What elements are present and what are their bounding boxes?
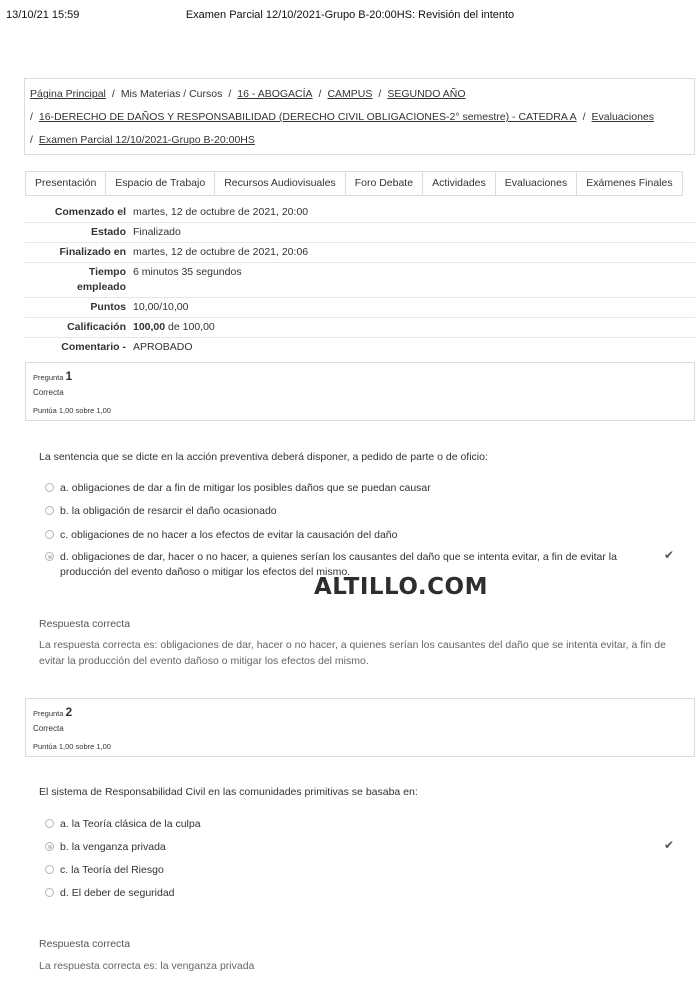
watermark: ALTILLO.COM bbox=[314, 574, 488, 600]
tab-evaluaciones[interactable]: Evaluaciones bbox=[496, 172, 577, 195]
answer-option[interactable] bbox=[45, 528, 665, 543]
answer-letter: d. bbox=[60, 551, 69, 563]
grade-value: 100,00 bbox=[133, 321, 166, 333]
question-number bbox=[33, 705, 72, 719]
answer-letter: a. bbox=[60, 818, 69, 830]
summary-label: Puntos bbox=[90, 301, 126, 313]
question-label: Pregunta bbox=[33, 709, 64, 718]
breadcrumb-evaluaciones-link[interactable]: Evaluaciones bbox=[591, 111, 655, 123]
tab-foro-debate[interactable]: Foro Debate bbox=[346, 172, 423, 195]
summary-value: 10,00/10,00 bbox=[133, 301, 189, 313]
answer-text: la Teoría clásica de la culpa bbox=[71, 818, 201, 830]
summary-value: martes, 12 de octubre de 2021, 20:00 bbox=[133, 206, 309, 218]
summary-row-finished bbox=[25, 243, 695, 263]
answer-letter: b. bbox=[60, 505, 69, 517]
check-icon: ✔ bbox=[664, 838, 675, 852]
answer-option[interactable] bbox=[45, 863, 665, 878]
print-timestamp: 13/10/21 15:59 bbox=[6, 9, 80, 21]
summary-row-comment bbox=[25, 338, 695, 357]
question-number-value: 2 bbox=[65, 705, 73, 719]
question-state: Correcta bbox=[33, 388, 64, 397]
answer-letter: c. bbox=[60, 529, 69, 541]
question-label: Pregunta bbox=[33, 373, 64, 382]
answer-option-selected[interactable] bbox=[45, 840, 665, 855]
answer-text: El deber de seguridad bbox=[71, 887, 175, 899]
answer-text: obligaciones de dar a fin de mitigar los posibles daños que se puedan causar bbox=[71, 482, 431, 494]
feedback-title: Respuesta correcta bbox=[39, 938, 131, 950]
summary-value: martes, 12 de octubre de 2021, 20:06 bbox=[133, 246, 309, 258]
question-grade: Puntúa 1,00 sobre 1,00 bbox=[33, 406, 111, 415]
attempt-summary-table bbox=[25, 203, 695, 357]
radio-icon[interactable] bbox=[45, 819, 54, 828]
feedback-text: La respuesta correcta es: la venganza privada bbox=[39, 960, 255, 972]
tab-espacio-de-trabajo[interactable]: Espacio de Trabajo bbox=[106, 172, 215, 195]
check-icon: ✔ bbox=[664, 548, 675, 562]
summary-value: Finalizado bbox=[133, 226, 181, 238]
answer-letter: b. bbox=[60, 841, 69, 853]
summary-label: Calificación bbox=[67, 321, 126, 333]
print-header bbox=[0, 0, 700, 30]
answer-letter: c. bbox=[60, 864, 69, 876]
radio-icon[interactable] bbox=[45, 506, 54, 515]
summary-row-state bbox=[25, 223, 695, 243]
breadcrumb-home-link[interactable]: Página Principal bbox=[30, 88, 106, 100]
summary-row-started bbox=[25, 203, 695, 223]
question-text: La sentencia que se dicte en la acción preventiva deberá disponer, a pedido de parte o de oficio: bbox=[39, 451, 488, 463]
summary-row-time bbox=[25, 263, 695, 298]
radio-icon[interactable] bbox=[45, 483, 54, 492]
breadcrumb-separator: / bbox=[30, 134, 33, 146]
answer-text: la obligación de resarcir el daño ocasionado bbox=[71, 505, 277, 517]
radio-checked-icon[interactable] bbox=[45, 842, 54, 851]
grade-max: de 100,00 bbox=[168, 321, 215, 333]
tab-presentacion[interactable]: Presentación bbox=[26, 172, 106, 195]
summary-label-line: empleado bbox=[76, 281, 126, 293]
breadcrumb-separator: / bbox=[582, 111, 586, 123]
breadcrumb-separator: / bbox=[318, 88, 322, 100]
answer-letter: a. bbox=[60, 482, 69, 494]
breadcrumb-exam-link[interactable]: Examen Parcial 12/10/2021-Grupo B-20:00HS bbox=[38, 134, 255, 146]
print-title: Examen Parcial 12/10/2021-Grupo B-20:00HS: Revisión del intento bbox=[185, 9, 515, 21]
question-number-value: 1 bbox=[65, 369, 73, 383]
answer-option[interactable] bbox=[45, 817, 665, 832]
radio-icon[interactable] bbox=[45, 865, 54, 874]
summary-row-grade bbox=[25, 318, 695, 338]
answer-letter: d. bbox=[60, 887, 69, 899]
question-text: El sistema de Responsabilidad Civil en las comunidades primitivas se basaba en: bbox=[39, 786, 418, 798]
answer-text: la Teoría del Riesgo bbox=[71, 864, 164, 876]
question-state: Correcta bbox=[33, 724, 64, 733]
breadcrumb-segundo-link[interactable]: SEGUNDO AÑO bbox=[387, 88, 466, 100]
summary-label-line: Tiempo bbox=[88, 266, 126, 278]
radio-icon[interactable] bbox=[45, 530, 54, 539]
summary-value: APROBADO bbox=[133, 341, 193, 353]
feedback-title: Respuesta correcta bbox=[39, 618, 131, 630]
breadcrumb-separator: / bbox=[378, 88, 382, 100]
answer-text: obligaciones de dar, hacer o no hacer, a quienes serían los causantes del daño que se intenta evitar, a fin de evitar la producción del evento dañoso o mitigar los efectos del mismo. bbox=[60, 551, 617, 578]
tab-actividades[interactable]: Actividades bbox=[423, 172, 496, 195]
radio-checked-icon[interactable] bbox=[45, 552, 54, 561]
summary-row-points bbox=[25, 298, 695, 318]
summary-value: 6 minutos 35 segundos bbox=[133, 266, 242, 278]
answer-text: la venganza privada bbox=[71, 841, 166, 853]
summary-label: Finalizado en bbox=[59, 246, 126, 258]
breadcrumb-abogacia-link[interactable]: 16 - ABOGACÍA bbox=[237, 88, 313, 100]
course-tabs bbox=[25, 171, 683, 196]
answer-text: obligaciones de no hacer a los efectos de evitar la causación del daño bbox=[71, 529, 398, 541]
breadcrumb-my-courses: Mis Materias / Cursos bbox=[120, 88, 223, 100]
breadcrumb-campus-link[interactable]: CAMPUS bbox=[327, 88, 373, 100]
tab-recursos-audiovisuales[interactable]: Recursos Audiovisuales bbox=[215, 172, 345, 195]
breadcrumb-separator: / bbox=[228, 88, 232, 100]
summary-value bbox=[126, 318, 215, 337]
breadcrumb-separator: / bbox=[111, 88, 115, 100]
breadcrumb-separator: / bbox=[30, 111, 33, 123]
question-grade: Puntúa 1,00 sobre 1,00 bbox=[33, 742, 111, 751]
summary-label: Comenzado el bbox=[54, 206, 126, 218]
question-number bbox=[33, 369, 72, 383]
question-info-box bbox=[25, 698, 695, 757]
tab-examenes-finales[interactable]: Exámenes Finales bbox=[577, 172, 682, 195]
breadcrumb bbox=[24, 78, 695, 155]
answer-option[interactable] bbox=[45, 886, 665, 901]
feedback-text: La respuesta correcta es: obligaciones de dar, hacer o no hacer, a quienes serían los causantes del daño que se intenta evitar, a fin de evitar la producción del evento dañoso o mitigar los efectos del mismo. bbox=[39, 639, 666, 667]
answer-option[interactable] bbox=[45, 481, 665, 496]
summary-label bbox=[25, 263, 126, 297]
radio-icon[interactable] bbox=[45, 888, 54, 897]
answer-option[interactable] bbox=[45, 504, 665, 519]
question-info-box bbox=[25, 362, 695, 421]
summary-label: Comentario - bbox=[61, 341, 126, 353]
breadcrumb-course-link[interactable]: 16-DERECHO DE DAÑOS Y RESPONSABILIDAD (DERECHO CIVIL OBLIGACIONES-2° semestre) - CATEDRA A bbox=[38, 111, 577, 123]
summary-label: Estado bbox=[90, 226, 126, 238]
